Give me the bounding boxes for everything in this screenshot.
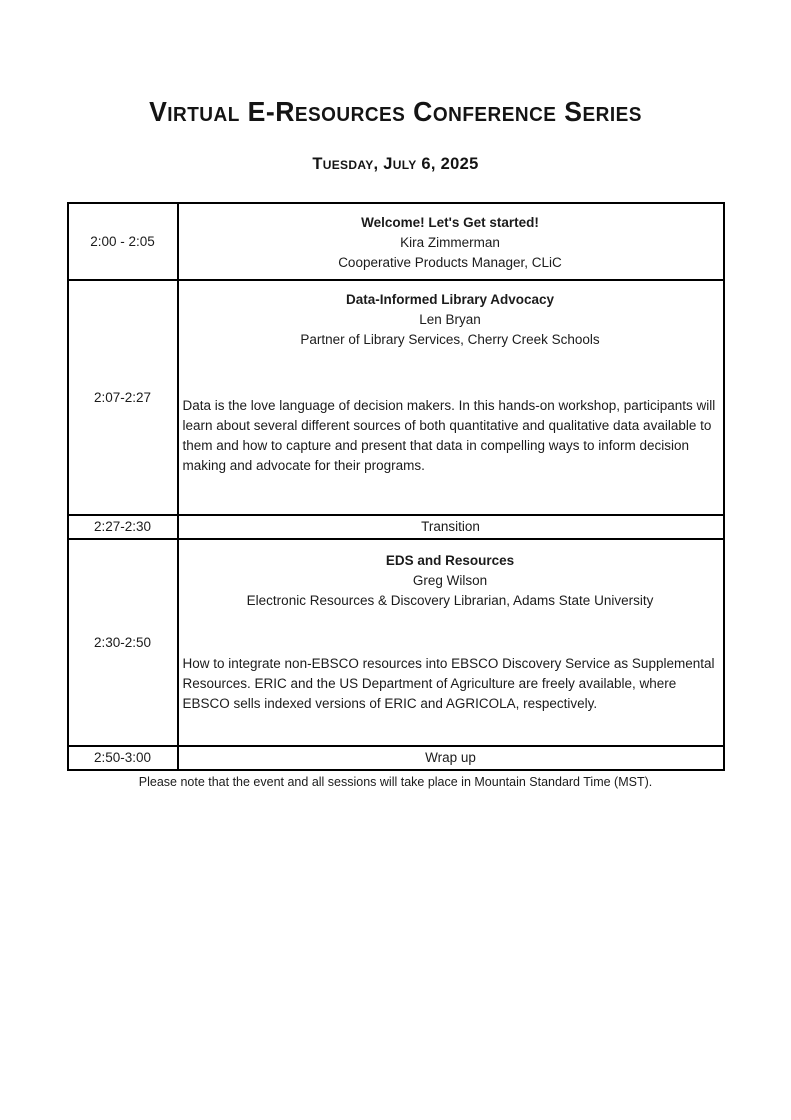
session-speaker-role: Partner of Library Services, Cherry Creek Schools xyxy=(300,332,600,347)
session-title: Welcome! Let's Get started! xyxy=(361,215,539,230)
session-content xyxy=(178,203,724,280)
session-time: 2:27-2:30 xyxy=(68,515,178,539)
session-speaker-role: Cooperative Products Manager, CLiC xyxy=(338,255,562,270)
session-description: How to integrate non-EBSCO resources into EBSCO Discovery Service as Supplemental Resources. ERIC and the US Department of Agriculture are freely available, where EBSCO sells indexed versions of ERIC and AGRICOLA, respectively. xyxy=(182,656,715,711)
table-row xyxy=(68,203,724,280)
document-page xyxy=(0,96,791,790)
timezone-footnote: Please note that the event and all sessions will take place in Mountain Standard Time (MST). xyxy=(138,775,653,789)
session-speaker-role: Electronic Resources & Discovery Librarian, Adams State University xyxy=(246,593,654,608)
session-time: 2:30-2:50 xyxy=(68,539,178,746)
schedule-table xyxy=(67,202,725,771)
session-label: Wrap up xyxy=(178,746,724,770)
table-row xyxy=(68,746,724,770)
session-time: 2:07-2:27 xyxy=(68,280,178,515)
session-speaker: Len Bryan xyxy=(419,312,481,327)
page-date: Tuesday, July 6, 2025 xyxy=(312,155,479,173)
session-header xyxy=(183,281,718,350)
session-label: Transition xyxy=(178,515,724,539)
session-title: EDS and Resources xyxy=(385,553,515,568)
session-time: 2:00 - 2:05 xyxy=(68,203,178,280)
session-header xyxy=(183,204,718,273)
session-content xyxy=(178,539,724,746)
session-speaker: Kira Zimmerman xyxy=(400,235,500,250)
table-row xyxy=(68,280,724,515)
table-row xyxy=(68,539,724,746)
session-description: Data is the love language of decision makers. In this hands-on workshop, participants will learn about several different sources of both quantitative and qualitative data available to them and how to capture and present that data in compelling ways to inform decision making and advocate for their programs. xyxy=(182,398,716,473)
session-time: 2:50-3:00 xyxy=(68,746,178,770)
session-speaker: Greg Wilson xyxy=(412,573,488,588)
page-title: Virtual E-Resources Conference Series xyxy=(149,96,642,127)
session-header xyxy=(183,540,718,611)
table-row xyxy=(68,515,724,539)
session-content xyxy=(178,280,724,515)
session-title: Data-Informed Library Advocacy xyxy=(345,292,555,307)
